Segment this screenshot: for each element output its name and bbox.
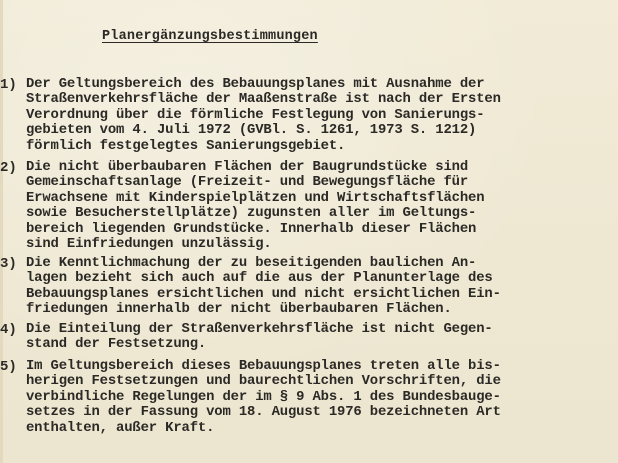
text-line: bereich liegenden Grundstücke. Innerhalb dieser Flächen	[26, 220, 477, 237]
text-line: stand der Festsetzung.	[26, 336, 207, 353]
text-line: Die Kenntlichmachung der zu beseitigenden baulichen An-	[26, 255, 477, 271]
provision-number: 1)	[0, 77, 17, 93]
text-line: Gemeinschaftsanlage (Freizeit- und Bewegungsfläche für	[26, 174, 469, 191]
text-line: Der Geltungsbereich des Bebauungsplanes mit Ausnahme der	[26, 76, 485, 92]
text-line: gebieten vom 4. Juli 1972 (GVBl. S. 1261, 1973 S. 1212)	[26, 122, 477, 139]
text-line: friedungen innerhalb der nicht überbaubaren Flächen.	[26, 301, 452, 318]
provision-text	[26, 160, 611, 252]
provision-text	[26, 322, 611, 353]
text-line: Bebauungsplanes ersichtlichen und nicht ersichtlichen Ein-	[26, 285, 501, 302]
text-line: Die nicht überbaubaren Flächen der Baugrundstücke sind	[26, 159, 469, 175]
provision-number: 2)	[0, 160, 17, 176]
document-heading: Planergänzungsbestimmungen	[102, 29, 318, 44]
text-line: enthalten, außer Kraft.	[26, 419, 215, 436]
text-line: herigen Festsetzungen und baurechtlichen Vorschriften, die	[26, 373, 501, 390]
text-line: setzes in der Fassung vom 18. August 1976 bezeichneten Art	[26, 404, 501, 421]
text-line: verbindliche Regelungen der im § 9 Abs. 1 des Bundesbauge-	[26, 388, 501, 405]
provision-text	[26, 359, 611, 436]
text-line: Erwachsene mit Kinderspielplätzen und Wirtschaftsflächen	[26, 189, 485, 206]
provision-text	[26, 256, 611, 318]
text-line: Im Geltungsbereich dieses Bebauungsplanes treten alle bis-	[26, 358, 501, 374]
provision-number: 3)	[0, 256, 17, 272]
provision-number: 4)	[0, 322, 17, 338]
text-line: sowie Besucherstellplätze) zugunsten aller im Geltungs-	[26, 205, 477, 222]
text-line: Die Einteilung der Straßenverkehrsfläche ist nicht Gegen-	[26, 321, 493, 337]
text-line: Straßenverkehrsfläche der Maaßenstraße ist nach der Ersten	[26, 91, 501, 108]
text-line: Verordnung über die förmliche Festlegung von Sanierungs-	[26, 106, 485, 123]
provision-number: 5)	[0, 359, 17, 375]
page-edge	[0, 0, 3, 463]
provision-text	[26, 77, 611, 154]
text-line: förmlich festgelegtes Sanierungsgebiet.	[26, 137, 346, 154]
text-line: lagen bezieht sich auch auf die aus der Planunterlage des	[26, 270, 493, 287]
text-line: sind Einfriedungen unzulässig.	[26, 236, 272, 253]
